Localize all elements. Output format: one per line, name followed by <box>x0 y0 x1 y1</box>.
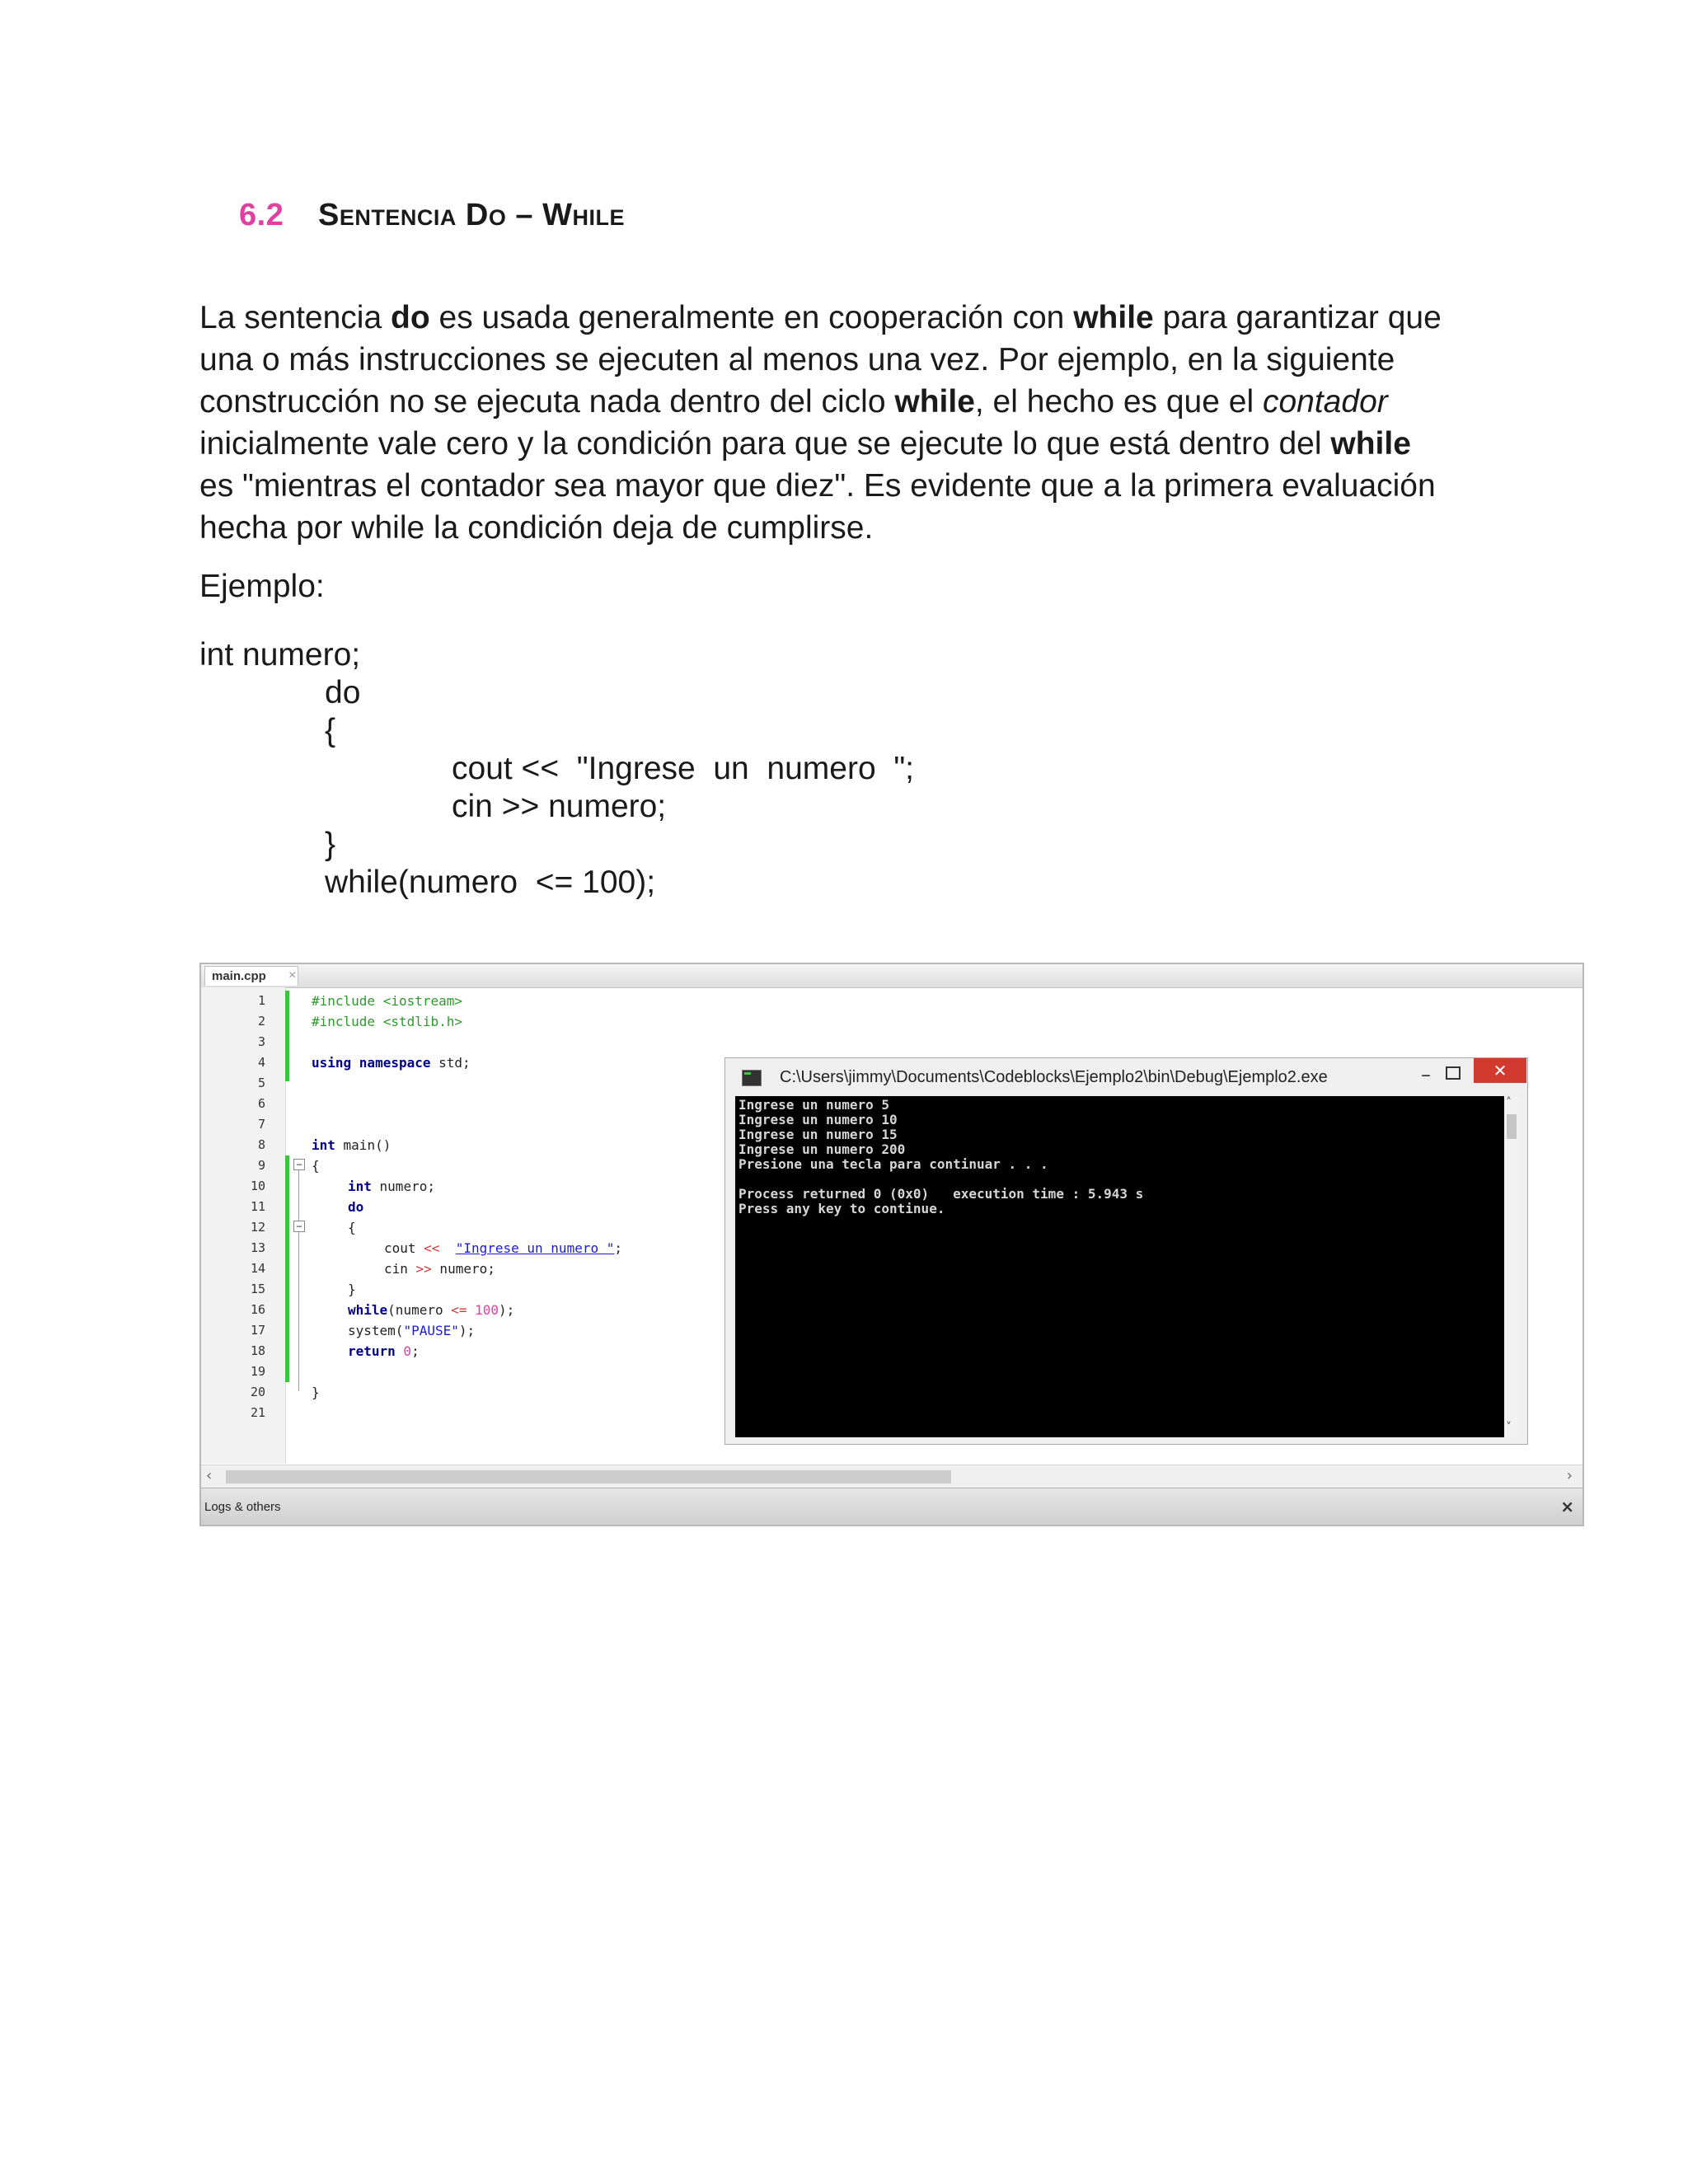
changed-lines-marker <box>285 991 289 1081</box>
keyword-do: do <box>391 300 430 335</box>
console-vertical-scrollbar[interactable] <box>1504 1096 1519 1437</box>
code-token <box>439 1240 455 1256</box>
ide-screenshot <box>199 963 1584 1526</box>
operator-token: <= <box>451 1302 467 1318</box>
maximize-button[interactable] <box>1446 1066 1461 1080</box>
text-run: es usada generalmente en cooperación con <box>429 300 1074 335</box>
keyword-token: int <box>348 1179 372 1194</box>
keyword-token: int <box>312 1137 335 1153</box>
example-label: Ejemplo: <box>199 569 325 604</box>
console-line: Ingrese un numero 10 <box>738 1112 898 1127</box>
code-line: while(numero <= 100); <box>325 865 656 900</box>
line-number: 19 <box>250 1364 265 1379</box>
code-token: std; <box>430 1055 471 1071</box>
scroll-left-icon[interactable]: ‹ <box>206 1467 213 1484</box>
code-line: #include <stdlib.h> <box>312 1014 463 1029</box>
operator-token: << <box>424 1240 440 1256</box>
code-line: { <box>312 1158 320 1174</box>
keyword-while: while <box>1073 300 1154 335</box>
code-line: } <box>325 827 336 862</box>
paragraph-line: es "mientras el contador sea mayor que diez". Es evidente que a la primera evaluación <box>199 468 1436 504</box>
code-token: ); <box>499 1302 515 1318</box>
line-number: 8 <box>257 1137 265 1152</box>
minimize-button[interactable]: – <box>1421 1063 1431 1086</box>
body-paragraph <box>199 297 1502 549</box>
section-number: 6.2 <box>239 198 284 232</box>
line-number: 5 <box>257 1076 265 1090</box>
code-token: numero; <box>371 1179 435 1194</box>
console-title: C:\Users\jimmy\Documents\Codeblocks\Ejemplo2\bin\Debug\Ejemplo2.exe <box>780 1068 1328 1086</box>
keyword-token: using namespace <box>312 1055 431 1071</box>
code-line <box>312 1052 471 1073</box>
text-run: inicialmente vale cero y la condición para que se ejecute lo que está dentro del <box>199 426 1331 462</box>
code-token: (numero <box>387 1302 452 1318</box>
code-token: ; <box>614 1240 622 1256</box>
text-run: para garantizar que <box>1153 300 1442 335</box>
keyword-while: while <box>894 384 975 419</box>
console-line: Ingrese un numero 5 <box>738 1097 890 1113</box>
fold-toggle-icon[interactable]: − <box>293 1159 305 1170</box>
code-line: } <box>312 1385 320 1400</box>
keyword-while: while <box>1330 426 1411 462</box>
fold-toggle-icon[interactable]: − <box>293 1221 305 1232</box>
code-line: { <box>325 713 336 748</box>
fold-guide <box>298 1170 299 1391</box>
operator-token: >> <box>415 1261 432 1277</box>
line-number: 12 <box>250 1220 265 1235</box>
number-token: 100 <box>467 1302 499 1318</box>
code-line <box>348 1341 420 1361</box>
line-number: 13 <box>250 1240 265 1255</box>
console-line: Presione una tecla para continuar . . . <box>738 1156 1048 1172</box>
paragraph-line: hecha por while la condición deja de cumplirse. <box>199 510 874 546</box>
string-token: "Ingrese un numero " <box>455 1240 615 1256</box>
scroll-thumb[interactable] <box>1507 1114 1517 1139</box>
keyword-token: while <box>348 1302 388 1318</box>
code-line: cin >> numero; <box>452 789 667 824</box>
line-number: 3 <box>257 1034 265 1049</box>
scroll-down-icon[interactable]: ˅ <box>1506 1421 1512 1434</box>
console-line: Process returned 0 (0x0) execution time : 5.943 s <box>738 1186 1144 1202</box>
number-token: 0 <box>395 1343 412 1359</box>
code-token: cout <box>384 1240 424 1256</box>
line-number: 20 <box>250 1385 265 1399</box>
code-line: } <box>348 1282 356 1297</box>
editor-tab-bar <box>201 964 1582 988</box>
logs-panel-bar <box>201 1488 1582 1525</box>
code-token: ; <box>411 1343 420 1359</box>
tab-main-cpp[interactable]: main.cpp <box>204 966 298 986</box>
text-run: construcción no se ejecuta nada dentro del ciclo <box>199 384 895 419</box>
line-number: 4 <box>257 1055 265 1070</box>
console-line: Ingrese un numero 15 <box>738 1127 898 1142</box>
code-line: int numero; <box>199 637 361 673</box>
line-number: 16 <box>250 1302 265 1317</box>
line-number: 17 <box>250 1323 265 1338</box>
close-icon[interactable]: × <box>1560 1497 1574 1516</box>
console-line: Ingrese un numero 200 <box>738 1141 906 1157</box>
console-output <box>735 1096 1504 1437</box>
code-line <box>348 1176 435 1197</box>
line-number: 10 <box>250 1179 265 1193</box>
line-number: 11 <box>250 1199 265 1214</box>
line-number-gutter <box>201 987 286 1464</box>
line-number: 6 <box>257 1096 265 1111</box>
line-number: 1 <box>257 993 265 1008</box>
code-line <box>384 1258 495 1279</box>
line-number: 15 <box>250 1282 265 1296</box>
line-number: 9 <box>257 1158 265 1173</box>
string-token: "PAUSE" <box>403 1323 459 1338</box>
text-run: La sentencia <box>199 300 392 335</box>
line-number: 18 <box>250 1343 265 1358</box>
code-line <box>312 1135 391 1155</box>
code-token: numero; <box>431 1261 495 1277</box>
section-title-text: Sentencia Do – While <box>318 198 625 232</box>
line-number: 14 <box>250 1261 265 1276</box>
paragraph-line <box>199 297 1502 339</box>
code-line: { <box>348 1220 356 1235</box>
tab-close-icon[interactable]: × <box>288 968 297 982</box>
code-token: main() <box>335 1137 392 1153</box>
scroll-right-icon[interactable]: › <box>1566 1467 1573 1484</box>
code-line <box>348 1300 514 1320</box>
line-number: 2 <box>257 1014 265 1029</box>
code-line: #include <iostream> <box>312 993 463 1009</box>
section-heading <box>239 198 625 233</box>
logs-panel-label[interactable]: Logs & others <box>204 1500 281 1514</box>
code-line: do <box>325 675 361 710</box>
code-token: cin <box>384 1261 416 1277</box>
line-number: 7 <box>257 1117 265 1132</box>
italic-term: contador <box>1262 384 1388 419</box>
paragraph-line <box>199 423 1502 465</box>
editor-horizontal-scrollbar[interactable] <box>201 1465 1582 1488</box>
code-line: do <box>348 1199 364 1215</box>
console-app-icon <box>742 1070 762 1086</box>
text-run: , el hecho es que el <box>974 384 1263 419</box>
code-line <box>348 1320 475 1341</box>
keyword-token: return <box>348 1343 396 1359</box>
code-token: ); <box>458 1323 476 1338</box>
code-line: cout << "Ingrese un numero "; <box>452 751 915 786</box>
changed-lines-marker <box>285 1155 289 1382</box>
line-number: 21 <box>250 1405 265 1420</box>
paragraph-line: una o más instrucciones se ejecuten al menos una vez. Por ejemplo, en la siguiente <box>199 342 1395 377</box>
paragraph-line <box>199 381 1502 423</box>
close-button[interactable]: ✕ <box>1474 1058 1526 1083</box>
console-window <box>724 1057 1528 1445</box>
scroll-thumb[interactable] <box>226 1470 951 1483</box>
console-line: Press any key to continue. <box>738 1201 945 1216</box>
code-token: system( <box>348 1323 404 1338</box>
code-line <box>384 1238 622 1258</box>
scroll-up-icon[interactable]: ˄ <box>1506 1096 1512 1109</box>
